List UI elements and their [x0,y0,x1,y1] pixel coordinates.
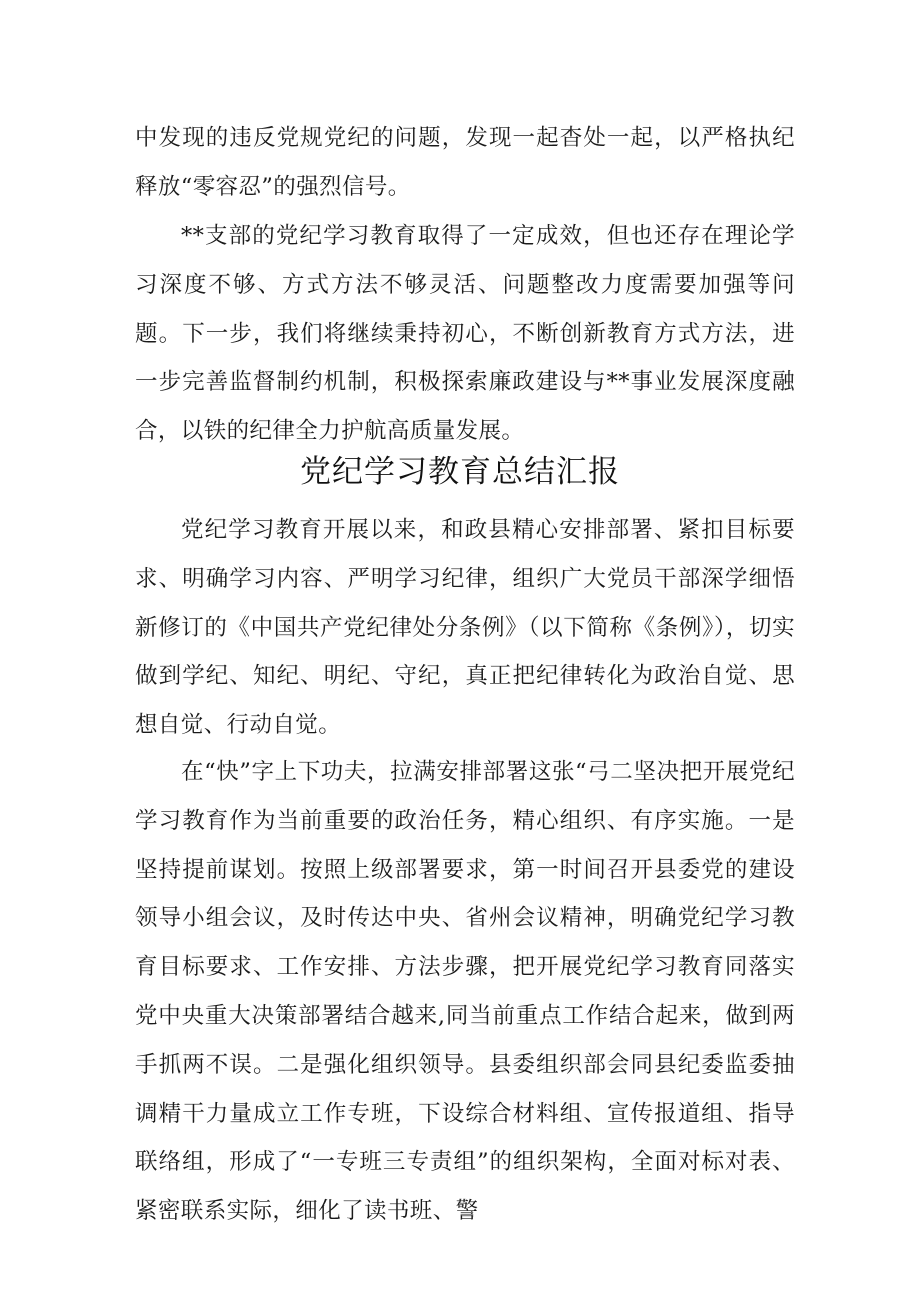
summary-paragraph [135,212,795,456]
body-text: 在“快”字上下功夫，拉满安排部署这张“弓二坚决把开展党纪学习教育作为当前重要的政治任务，精心组织、有序实施。一是坚持提前谋划。按照上级部署要求，第一时间召开县委党的建设领导小组会议，及时传达中央、省州会议精神，明确党纪学习教育目标要求、工作安排、方法步骤，把开展党纪学习教育同落实党中央重大决策部署结合越来,同当前重点工作结合起来，做到两手抓两不误。二是强化组织领导。县委组织部会同县纪委监委抽调精干力量成立工作专班，下设综合材料组、宣传报道组、指导联络组，形成了“一专班三专责组”的组织架构，全面对标对表、紧密联系实际，细化了读书班、警 [135,759,795,1225]
intro-text: 党纪学习教育开展以来，和政县精心安排部署、紧扣目标要求、明确学习内容、严明学习纪律，组织广大党员干部深学细悟新修订的《中国共产党纪律处分条例》（以下简称《条例》），切实做到学纪、知纪、明纪、守纪，真正把纪律转化为政治自觉、思想自觉、行动自觉。 [135,517,795,739]
continuation-text: 中发现的违反党规党纪的问题，发现一起杳处一起，以严格执纪释放“零容忍”的强烈信号。 [135,125,795,200]
section-title: 党纪学习教育总结汇报 [300,454,620,490]
continuation-paragraph [135,114,795,212]
body-paragraph [135,748,795,1236]
summary-text: **支部的党纪学习教育取得了一定成效，但也还存在理论学习深度不够、方式方法不够灵活、问题整改力度需要加强等问题。下一步，我们将继续秉持初心，不断创新教育方式方法，进一步完善监督制约机制，积极探索廉政建设与**事业发展深度融合，以铁的纪律全力护航高质量发展。 [135,223,795,445]
intro-paragraph [135,506,795,750]
